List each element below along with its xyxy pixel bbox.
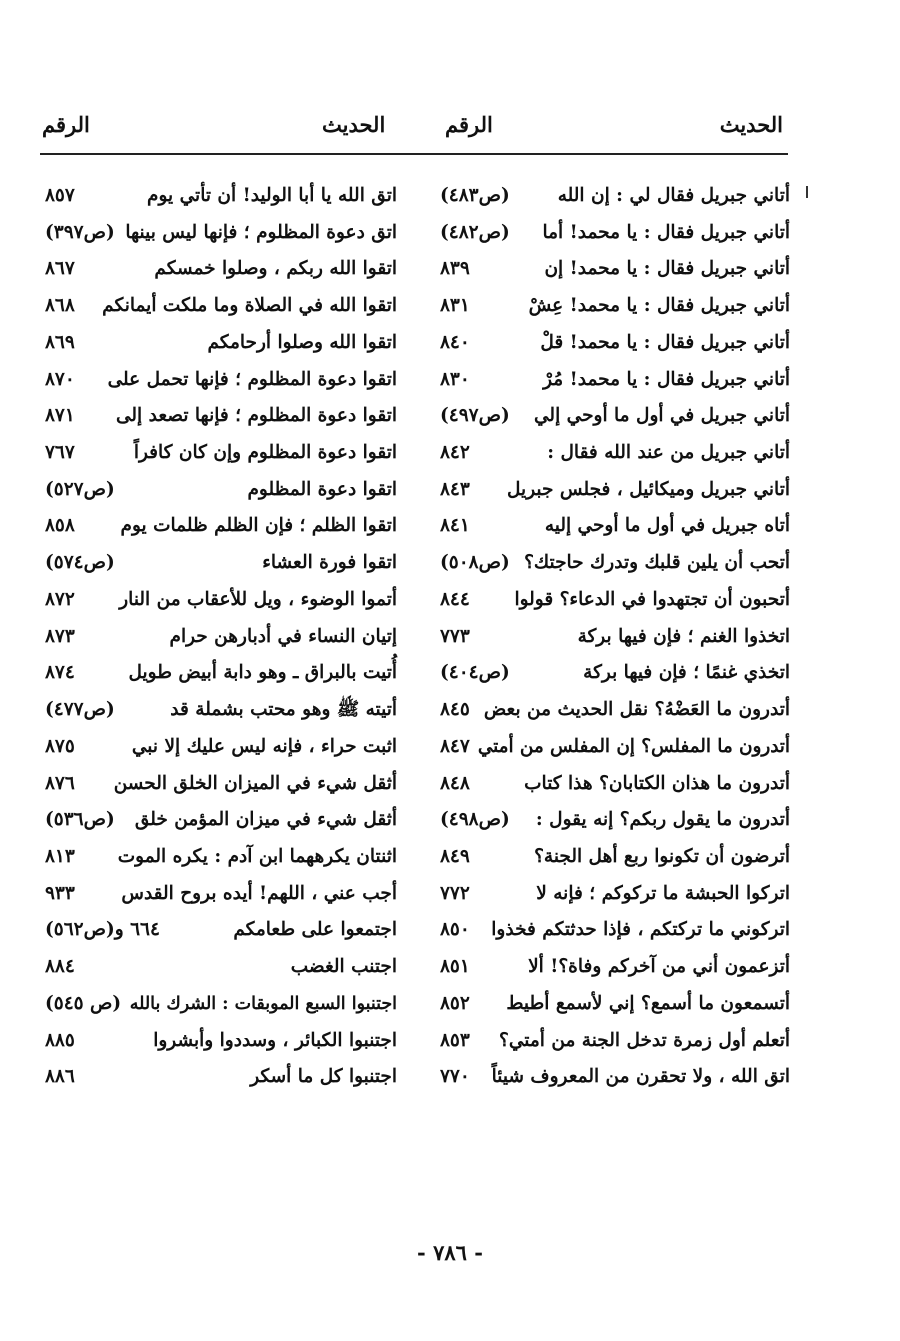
hadith-number: ٨٥٢ (440, 992, 470, 1014)
index-entry (440, 508, 790, 545)
index-entry (440, 949, 790, 986)
index-entry (440, 545, 790, 582)
hadith-text: إتيان النساء في أدبارهن حرام (169, 625, 397, 647)
hadith-number: ٨٧٣ (45, 625, 75, 647)
index-entry (45, 325, 397, 362)
index-entry (45, 1023, 397, 1060)
index-entry (440, 655, 790, 692)
hadith-number: ٨٦٧ (45, 258, 75, 280)
hadith-number: (ص٥٣٦) (45, 809, 115, 831)
right-column (440, 178, 790, 1096)
hadith-number: ٨٥٧ (45, 185, 75, 206)
index-entry (45, 766, 397, 803)
hadith-number: (ص٥٧٤) (45, 552, 115, 574)
hadith-number: ٨٣٠ (440, 368, 470, 390)
index-entry (440, 288, 790, 325)
index-entry (45, 729, 397, 766)
hadith-number: ٨٥٣ (440, 1029, 470, 1051)
hadith-text: أتحب أن يلين قلبك وتدرك حاجتك؟ (524, 552, 790, 574)
header-divider (40, 153, 788, 155)
index-entry (45, 1059, 397, 1096)
hadith-text: اثنتان يكرههما ابن آدم : يكره الموت (117, 845, 397, 867)
hadith-number: ٨٨٤ (45, 956, 75, 978)
index-entry (45, 362, 397, 399)
hadith-number: ٨٤٩ (440, 845, 470, 867)
hadith-number: ٨٤٥ (440, 699, 470, 721)
hadith-number: ٨٥٨ (45, 515, 75, 537)
hadith-text: أتدرون ما العَضْهُ؟ نقل الحديث من بعض (483, 699, 790, 721)
hadith-number: ٨٧٥ (45, 735, 75, 757)
hadith-number: ٨٣٩ (440, 258, 470, 280)
hadith-text: أُتيت بالبراق ـ وهو دابة أبيض طويل (128, 662, 397, 684)
hadith-text: اجتمعوا على طعامكم (233, 919, 397, 941)
hadith-number: ٨٧٤ (45, 662, 75, 684)
hadith-number: (ص٣٩٧) (45, 221, 115, 243)
hadith-text: أثقل شيء في ميزان المؤمن خلق (134, 809, 397, 831)
index-entry (45, 876, 397, 913)
index-entry (440, 876, 790, 913)
hadith-number: ٨٣١ (440, 295, 470, 317)
hadith-text: أتسمعون ما أسمع؟ إني لأسمع أطيط (506, 992, 790, 1014)
header-number-right: الرقم (445, 112, 493, 137)
hadith-text: أتاني جبريل وميكائيل ، فجلس جبريل (507, 478, 790, 500)
hadith-number: ٨٤٨ (440, 772, 470, 794)
hadith-text: اتقوا الله ربكم ، وصلوا خمسكم (154, 258, 397, 280)
hadith-text: اتقوا فورة العشاء (262, 552, 397, 574)
index-entry (440, 766, 790, 803)
hadith-number: ٧٦٧ (45, 442, 75, 464)
hadith-number: (ص٤٨٢) (440, 221, 510, 243)
hadith-text: اجتنبوا الكبائر ، وسددوا وأبشروا (153, 1029, 397, 1051)
hadith-number: ٨٧٦ (45, 772, 75, 794)
hadith-text: اتقوا دعوة المظلوم وإن كان كافراً (133, 442, 397, 464)
index-entry (440, 619, 790, 656)
hadith-number: ٨٧١ (45, 405, 75, 427)
hadith-text: اتق دعوة المظلوم ؛ فإنها ليس بينها (125, 221, 397, 243)
hadith-text: أتاه جبريل في أول ما أوحي إليه (544, 515, 790, 537)
index-entry (45, 619, 397, 656)
hadith-text: أجب عني ، اللهم! أيده بروح القدس (121, 882, 397, 904)
hadith-text: أتاني جبريل من عند الله فقال : (547, 442, 790, 464)
hadith-text: أثقل شيء في الميزان الخلق الحسن (113, 772, 397, 794)
hadith-number: (ص٤٩٨) (440, 809, 510, 831)
hadith-text: أتاني جبريل فقال لي : إن الله (557, 185, 790, 206)
hadith-text: أتاني جبريل في أول ما أوحي إلي (534, 405, 790, 427)
hadith-text: أتاني جبريل فقال : يا محمد! قلْ (540, 331, 790, 353)
hadith-number: ٨٨٥ (45, 1029, 75, 1051)
hadith-number: ٨٥٠ (440, 919, 470, 941)
hadith-text: أتاني جبريل فقال : يا محمد! أما (542, 221, 790, 243)
hadith-text: اجتنبوا كل ما أسكر (250, 1066, 397, 1088)
page-number: - ٧٨٦ - (417, 1240, 483, 1265)
header-hadith-right: الحديث (719, 112, 783, 137)
index-entry (45, 655, 397, 692)
margin-mark (806, 186, 808, 198)
index-entry (440, 802, 790, 839)
hadith-text: اتقوا دعوة المظلوم (247, 478, 397, 500)
index-entry (45, 986, 397, 1023)
index-entry (45, 545, 397, 582)
index-entry (45, 839, 397, 876)
index-entry (440, 692, 790, 729)
hadith-number: ٧٧٠ (440, 1066, 470, 1088)
hadith-text: اتقوا الظلم ؛ فإن الظلم ظلمات يوم (120, 515, 397, 537)
hadith-text: اتقوا دعوة المظلوم ؛ فإنها تحمل على (107, 368, 397, 390)
index-entry (45, 949, 397, 986)
index-entry (45, 912, 397, 949)
hadith-text: اتركوا الحبشة ما تركوكم ؛ فإنه لا (536, 882, 790, 904)
hadith-text: اتخذي غنمًا ؛ فإن فيها بركة (583, 662, 790, 684)
hadith-number: (ص٥٢٧) (45, 478, 115, 500)
index-entry (45, 288, 397, 325)
hadith-text: اجتنب الغضب (290, 956, 397, 978)
index-entry (440, 472, 790, 509)
index-entry (45, 398, 397, 435)
hadith-number: (ص٤٩٧) (440, 405, 510, 427)
hadith-number: ٨٥١ (440, 956, 470, 978)
index-entry (440, 1059, 790, 1096)
hadith-text: اتقوا الله وصلوا أرحامكم (207, 331, 397, 353)
hadith-text: اتخذوا الغنم ؛ فإن فيها بركة (577, 625, 790, 647)
index-entry (440, 912, 790, 949)
index-entry (440, 582, 790, 619)
index-entry (45, 802, 397, 839)
index-entry (440, 729, 790, 766)
hadith-text: أتحبون أن تجتهدوا في الدعاء؟ قولوا (514, 588, 790, 610)
hadith-text: أتدرون ما يقول ربكم؟ إنه يقول : (535, 809, 790, 831)
hadith-number: ٦٦٤ و(ص٥٦٢) (45, 919, 160, 941)
hadith-text: أتاني جبريل فقال : يا محمد! عِشْ (528, 295, 790, 317)
left-column (45, 178, 397, 1096)
index-entry (45, 435, 397, 472)
hadith-text: أتموا الوضوء ، ويل للأعقاب من النار (119, 588, 397, 610)
hadith-text: أتزعمون أني من آخركم وفاة؟! ألا (528, 956, 790, 978)
hadith-text: أتاني جبريل فقال : يا محمد! مُرْ (543, 368, 790, 390)
hadith-text: اتقوا الله في الصلاة وما ملكت أيمانكم (102, 295, 397, 317)
hadith-text: أتعلم أول زمرة تدخل الجنة من أمتي؟ (499, 1029, 790, 1051)
hadith-number: ٨٦٨ (45, 295, 75, 317)
index-entry (440, 398, 790, 435)
hadith-number: ٨٤٢ (440, 442, 470, 464)
hadith-text: اتق الله يا أبا الوليد! أن تأتي يوم (147, 185, 397, 206)
hadith-number: ٧٧٣ (440, 625, 470, 647)
hadith-number: ٨٤٧ (440, 735, 470, 757)
hadith-number: ٨١٣ (45, 845, 75, 867)
hadith-number: (ص٤٧٧) (45, 699, 115, 721)
hadith-number: (ص ٥٤٥) (45, 992, 122, 1014)
index-entry (440, 325, 790, 362)
hadith-number: (ص٤٠٤) (440, 662, 510, 684)
index-entry (45, 251, 397, 288)
hadith-text: أتدرون ما المفلس؟ إن المفلس من أمتي (477, 735, 790, 757)
hadith-number: ٨٤١ (440, 515, 470, 537)
hadith-number: ٨٤٤ (440, 588, 470, 610)
index-entry (440, 1023, 790, 1060)
hadith-text: اتق الله ، ولا تحقرن من المعروف شيئاً (491, 1066, 790, 1088)
header-number-left: الرقم (42, 112, 90, 137)
hadith-number: ٨٧٢ (45, 588, 75, 610)
hadith-number: ٨٤٠ (440, 331, 470, 353)
hadith-number: ٩٣٣ (45, 882, 75, 904)
hadith-text: أتدرون ما هذان الكتابان؟ هذا كتاب (524, 772, 790, 794)
index-entry (440, 362, 790, 399)
index-entry (440, 839, 790, 876)
index-entry (440, 215, 790, 252)
header-hadith-left: الحديث (322, 112, 386, 137)
index-entry (45, 472, 397, 509)
hadith-text: اتركوني ما تركتكم ، فإذا حدثتكم فخذوا (491, 919, 790, 941)
hadith-number: (ص٤٨٣) (440, 185, 510, 206)
hadith-number: ٨٦٩ (45, 331, 75, 353)
hadith-number: ٨٤٣ (440, 478, 470, 500)
index-entry (440, 178, 790, 215)
index-entry (45, 582, 397, 619)
hadith-number: ٨٨٦ (45, 1066, 75, 1088)
hadith-number: ٧٧٢ (440, 882, 470, 904)
hadith-number: (ص٥٠٨) (440, 552, 510, 574)
hadith-text: أتاني جبريل فقال : يا محمد! إن (544, 258, 790, 280)
index-entry (45, 215, 397, 252)
index-entry (45, 692, 397, 729)
index-entry (440, 986, 790, 1023)
index-entry (45, 508, 397, 545)
hadith-text: أترضون أن تكونوا ربع أهل الجنة؟ (534, 845, 790, 867)
hadith-text: اثبت حراء ، فإنه ليس عليك إلا نبي (131, 735, 397, 757)
index-entry (440, 251, 790, 288)
index-entry (440, 435, 790, 472)
hadith-text: أتيته ﷺ وهو محتب بشملة قد (170, 699, 397, 721)
index-entry (45, 178, 397, 215)
hadith-number: ٨٧٠ (45, 368, 75, 390)
hadith-text: اجتنبوا السبع الموبقات : الشرك بالله (129, 993, 397, 1014)
hadith-text: اتقوا دعوة المظلوم ؛ فإنها تصعد إلى (116, 405, 397, 427)
